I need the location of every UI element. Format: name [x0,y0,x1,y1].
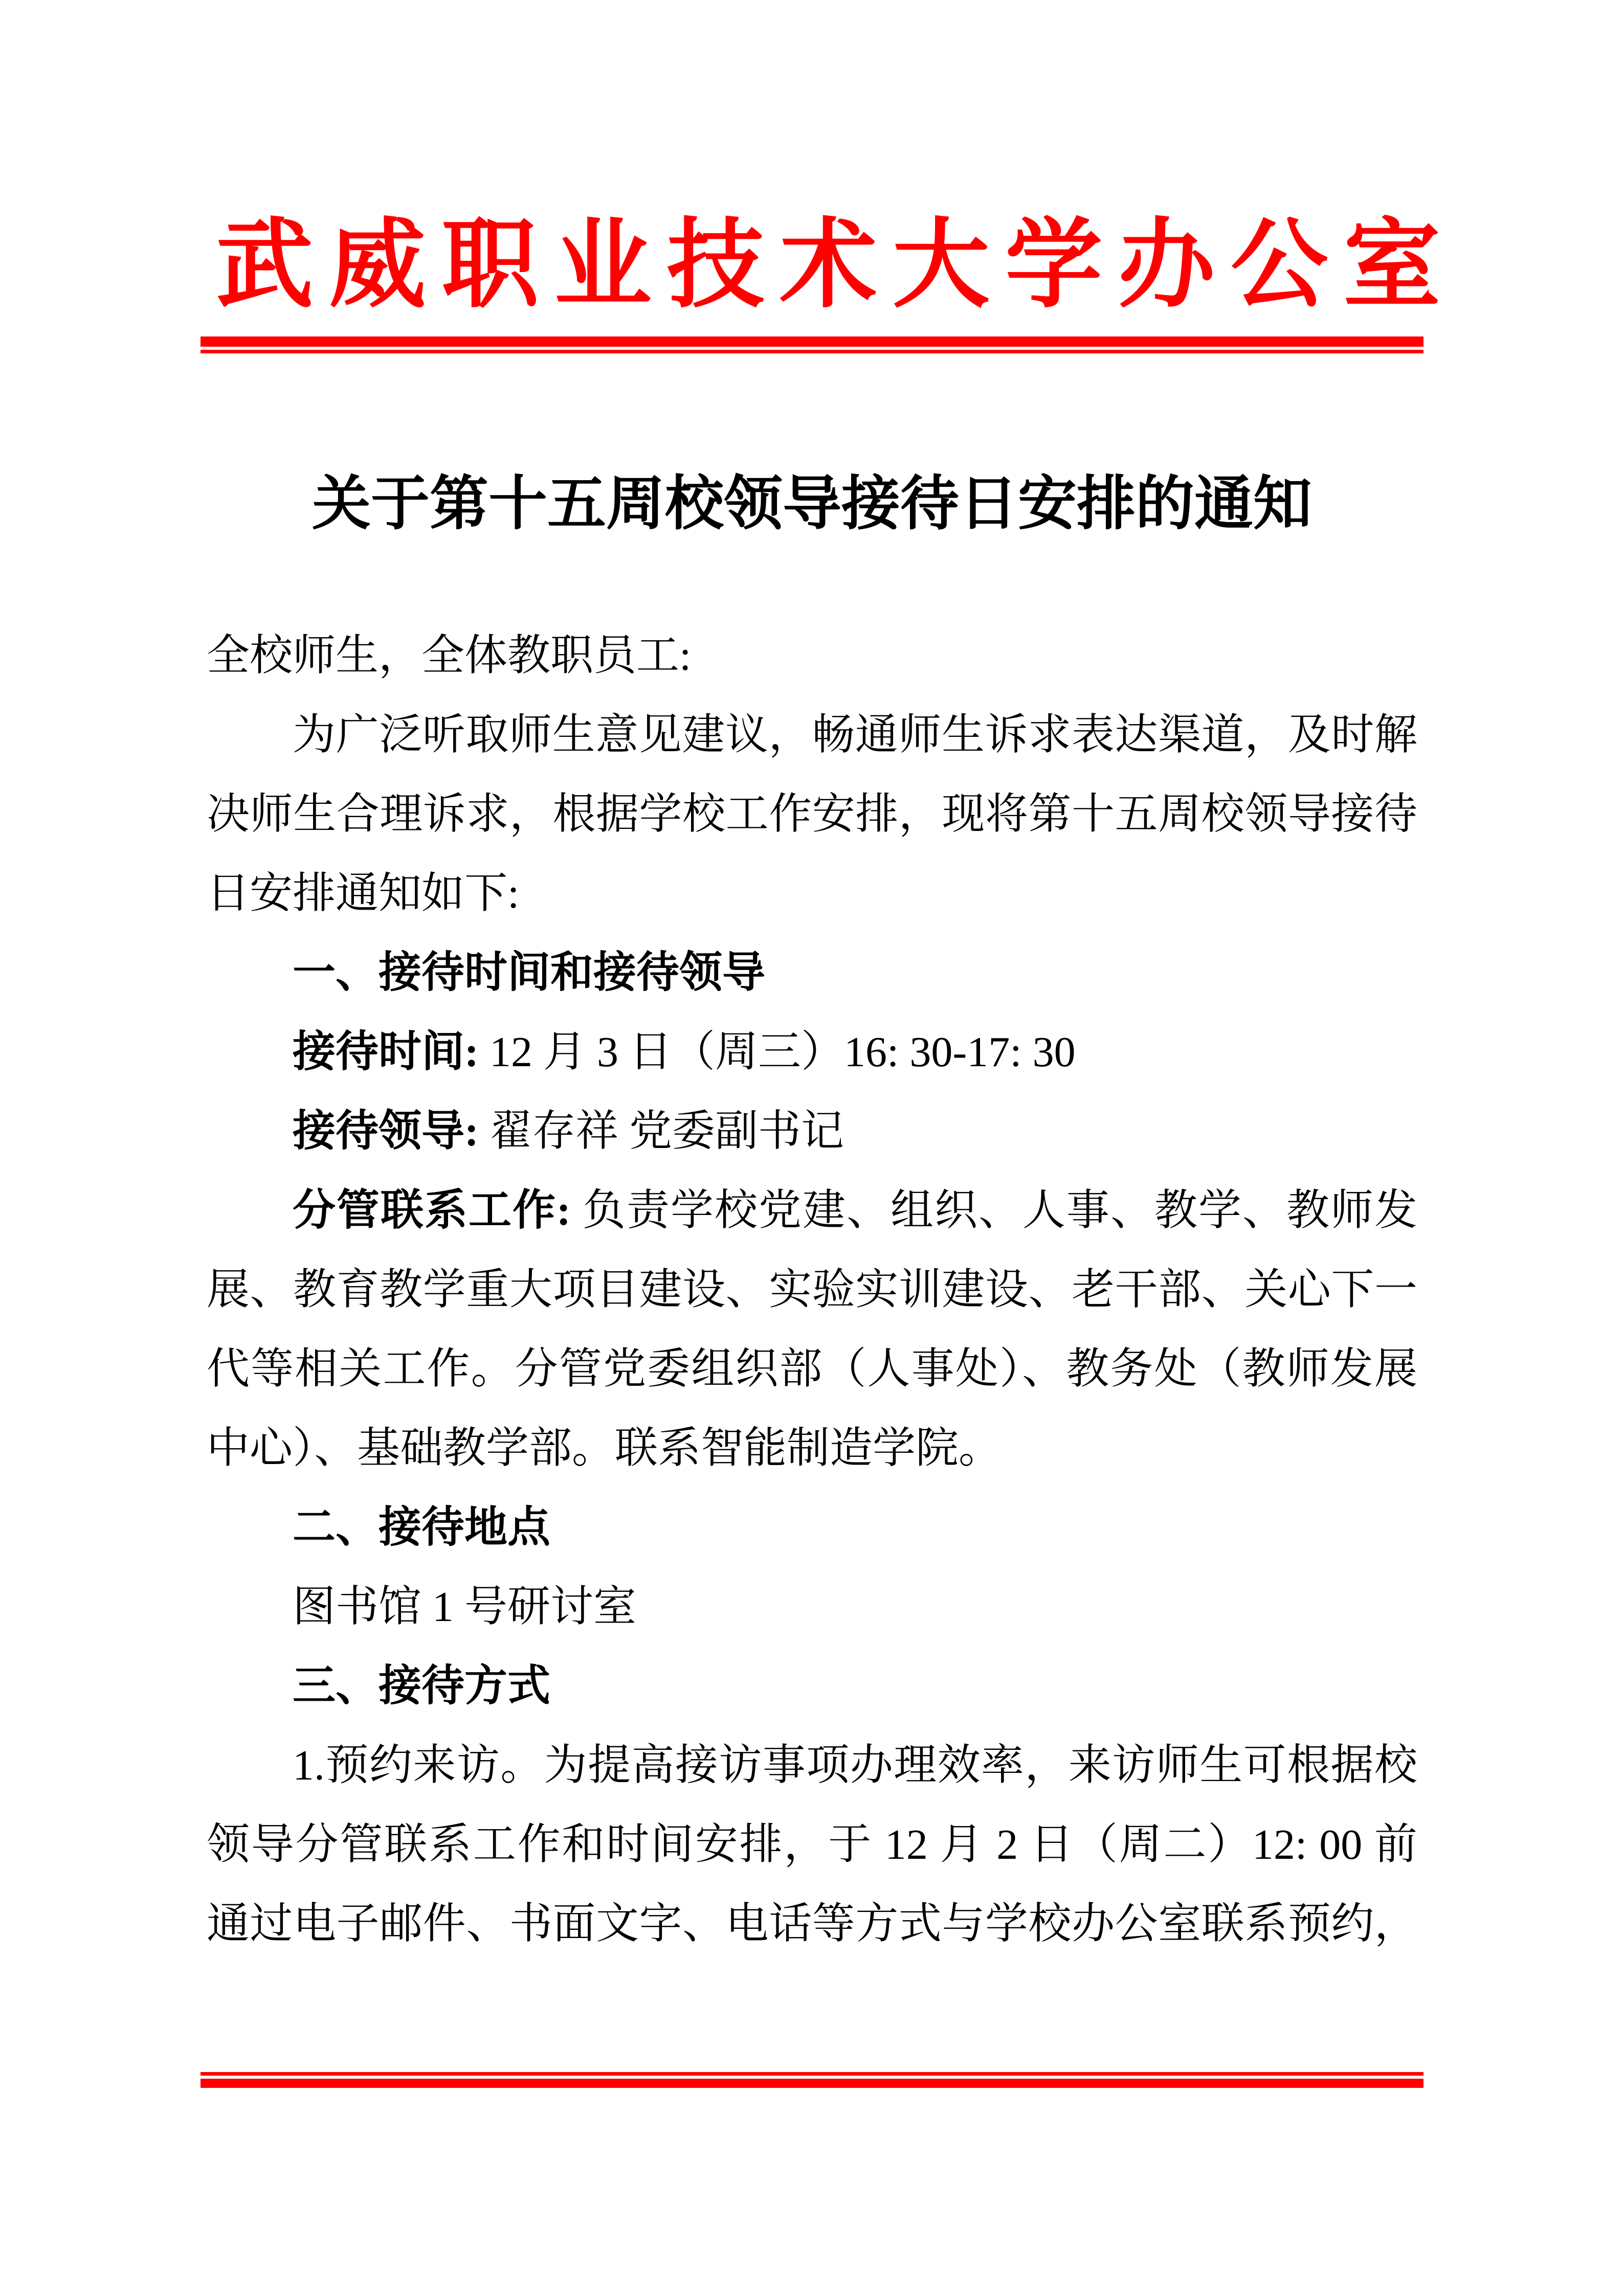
header-divider-thin-line [201,350,1423,353]
body-line-text: 领导分管联系工作和时间安排，于 12 月 2 日（周二）12: 00 前 [207,1821,1417,1869]
body-line-label: 接待领导: [293,1108,479,1155]
header-divider-thick-line [201,336,1423,347]
body-line-label: 分管联系工作: [293,1187,571,1234]
body-line [207,1330,1417,1409]
body-line-text: 翟存祥 党委副书记 [478,1108,844,1155]
body-line [207,1884,1417,1964]
footer-divider-thin-line [201,2072,1423,2076]
body-line [207,1647,1417,1726]
body-line-label: 一、接待时间和接待领导 [293,949,766,997]
body-line-text: 通过电子邮件、书面文字、电话等方式与学校办公室联系预约， [207,1900,1417,1948]
body-line-text: 负责学校党建、组织、人事、教学、教师发 [570,1187,1417,1234]
org-name-header: 武威职业技术大学办公室 [216,212,1456,320]
body-line-text: 日安排通知如下: [207,870,520,917]
header-divider [201,336,1423,353]
body-line-text: 图书馆 1 号研讨室 [293,1583,637,1631]
body-line-label: 接待时间: [293,1028,479,1076]
body-line [207,1171,1417,1250]
body-line-label: 二、接待地点 [293,1504,551,1551]
body-line-text: 为广泛听取师生意见建议，畅通师生诉求表达渠道，及时解 [293,711,1417,759]
body-line [207,1488,1417,1567]
body-line [207,1250,1417,1330]
body-line-text: 代等相关工作。分管党委组织部（人事处）、教务处（教师发展 [207,1345,1417,1393]
document-title: 关于第十五周校领导接待日安排的通知 [312,471,1312,536]
body-line [207,1012,1417,1092]
body-line-text: 决师生合理诉求，根据学校工作安排，现将第十五周校领导接待 [207,791,1417,838]
body-line-text: 12 月 3 日（周三）16: 30-17: 30 [478,1028,1076,1076]
footer-divider-thick-line [201,2079,1423,2088]
body-line-text: 中心）、基础教学部。联系智能制造学院。 [207,1425,1002,1472]
body-line [207,1567,1417,1647]
body-line [207,1805,1417,1884]
body-line [207,616,1417,695]
body-line [207,1726,1417,1805]
footer-divider [201,2072,1423,2088]
body-line [207,1409,1417,1488]
body-line-text: 1.预约来访。为提高接访事项办理效率，来访师生可根据校 [293,1742,1417,1789]
body-line [207,695,1417,775]
body-line [207,933,1417,1012]
body-line [207,854,1417,933]
document-body [201,616,1423,1964]
body-line-text: 展、教育教学重大项目建设、实验实训建设、老干部、关心下一 [207,1266,1417,1314]
body-line-text: 全校师生，全体教职员工: [207,632,692,680]
body-line [207,775,1417,854]
body-line [207,1092,1417,1171]
body-line-label: 三、接待方式 [293,1662,551,1710]
